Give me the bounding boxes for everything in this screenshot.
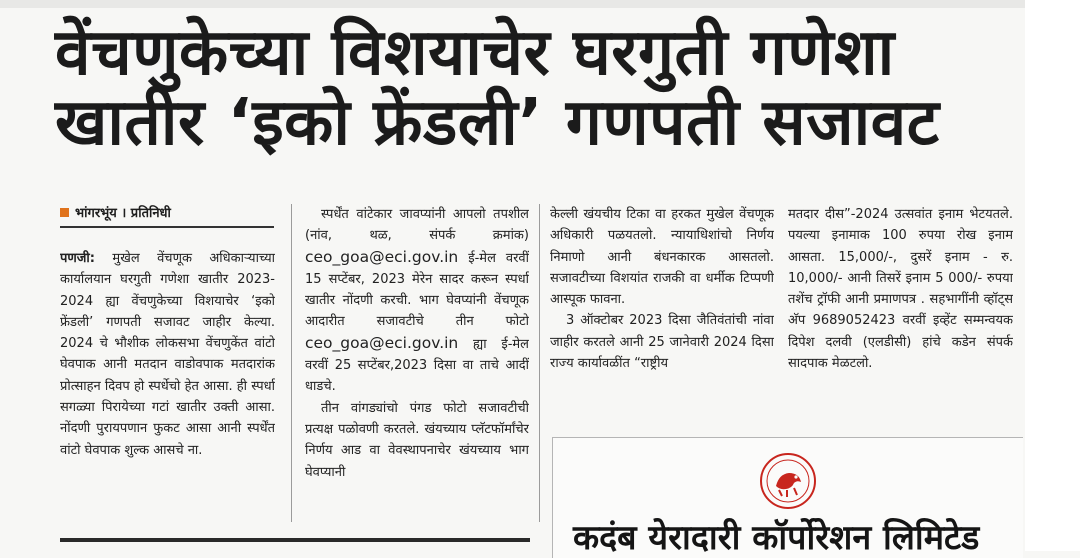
column-3-paragraph-2: 3 ऑक्टोबर 2023 दिसा जैतिवंतांची नांवा जाहीर करतले आनी 25 जानेवारी 2024 दिसा राज्य कार्यावळींत “राष्ट्रीय [550, 313, 774, 372]
column-3-paragraph-1: केल्ली खंयचीय टिका वा हरकत मुखेल वेंचणूक अधिकारी पळयतलो. न्यायाधिशांचो निर्णय निमाणो आनी बंधनकारक आसतलो. सजावटीच्या विशयांत राजकी वा धर्मीक टिप्पणी आस्पूक फावना. [550, 207, 774, 308]
article-column-3 [550, 204, 774, 426]
article-column-1 [60, 248, 275, 522]
column-divider [291, 204, 292, 522]
byline [60, 204, 274, 228]
article-column-4 [788, 204, 1013, 426]
column-2-paragraph-2: तीन वांगड्यांचो पंगड फोटो सजावटीची प्रत्यक्ष पळोवणी करतले. खंयच्याय प्लॅटफॉर्मांचेर निर्णय आड वा वेवस्थापनाचेर खंयच्याय भाग घेवप्यानी [305, 400, 529, 480]
column-2-text-c: ह्या ई-मेल वरवीं 25 सप्टेंबर,2023 दिसा वा ताचे आदीं धाडचे. [305, 336, 529, 395]
email-address: ceo_goa@eci.gov.in [305, 333, 459, 352]
headline [55, 18, 1035, 158]
article-column-2 [305, 204, 529, 522]
ad-title: कदंब येरादारी कॉर्पोरेशन लिमिटेड [573, 518, 980, 558]
advertisement [552, 437, 1023, 558]
byline-text: भांगरभूंय । प्रतिनिधी [75, 206, 171, 221]
email-address: ceo_goa@eci.gov.in [305, 247, 459, 266]
column-divider [539, 204, 540, 522]
column-1-text: मुखेल वेंचणूक अधिकाऱ्याच्या कार्यालयान घरगुती गणेशा खातीर 2023-2024 ह्या वेंचणुकेच्या विशयाचेर ‘इको फ्रेंडली’ गणपती सजावट जाहीर केल्या. 2024 चे भौशीक लोकसभा वेंचणुकेंत वांटो घेवपाक आनी मतदान वाडोवपाक मतदारांक प्रोत्साहन दिवप हो स्पर्धेचो हेत आसा. ही स्पर्धा सगळ्या पिरायेच्या गटां खातीर उक्ती आसा. नोंदणी पुरायपणान फुकट आसा आनी स्पर्धेंत वांटो घेवपाक शुल्क आसचे ना. [60, 251, 275, 458]
headline-line-1: वेंचणुकेच्या विशयाचेर घरगुती गणेशा [55, 16, 895, 90]
byline-marker-icon [60, 208, 69, 217]
column-2-text-a: स्पर्धेंत वांटेकार जावप्यांनी आपलो तपशील (नांव, थळ, संपर्क क्रमांक) [305, 207, 529, 244]
top-edge [0, 0, 1080, 8]
headline-line-2: खातीर ‘इको फ्रेंडली’ गणपती सजावट [55, 86, 940, 160]
column-4-paragraph-1: मतदार दीस”-2024 उत्सवांत इनाम भेटयतले. पयल्या इनामाक 100 रुपया रोख इनाम आसता. 15,000/-, दुसरें इनाम - रु. 10,000/- आनी तिसरें इनाम 5 000/- रुपया तशेंच ट्रॉफी आनी प्रमाणपत्र . सहभागींनी व्हॉट्स अ‍ॅप 9689052423 वरवीं इव्हेंट सम्मन्वयक दिपेश दलवी (एलडीसी) हांचे कडेन संपर्क सादपाक मेळटलो. [788, 207, 1013, 372]
page-margin [1025, 0, 1080, 551]
bottom-rule [60, 538, 530, 542]
column-2-text-b: ई-मेल वरवीं 15 सप्टेंबर, 2023 मेरेन सादर करून स्पर्धा खातीर नोंदणी करची. भाग घेवप्यांनी वेंचणूक आदारीत सजावटीचे तीन फोटो [305, 250, 529, 330]
kadamba-logo-icon [759, 452, 817, 514]
dateline: पणजी: [60, 251, 95, 266]
